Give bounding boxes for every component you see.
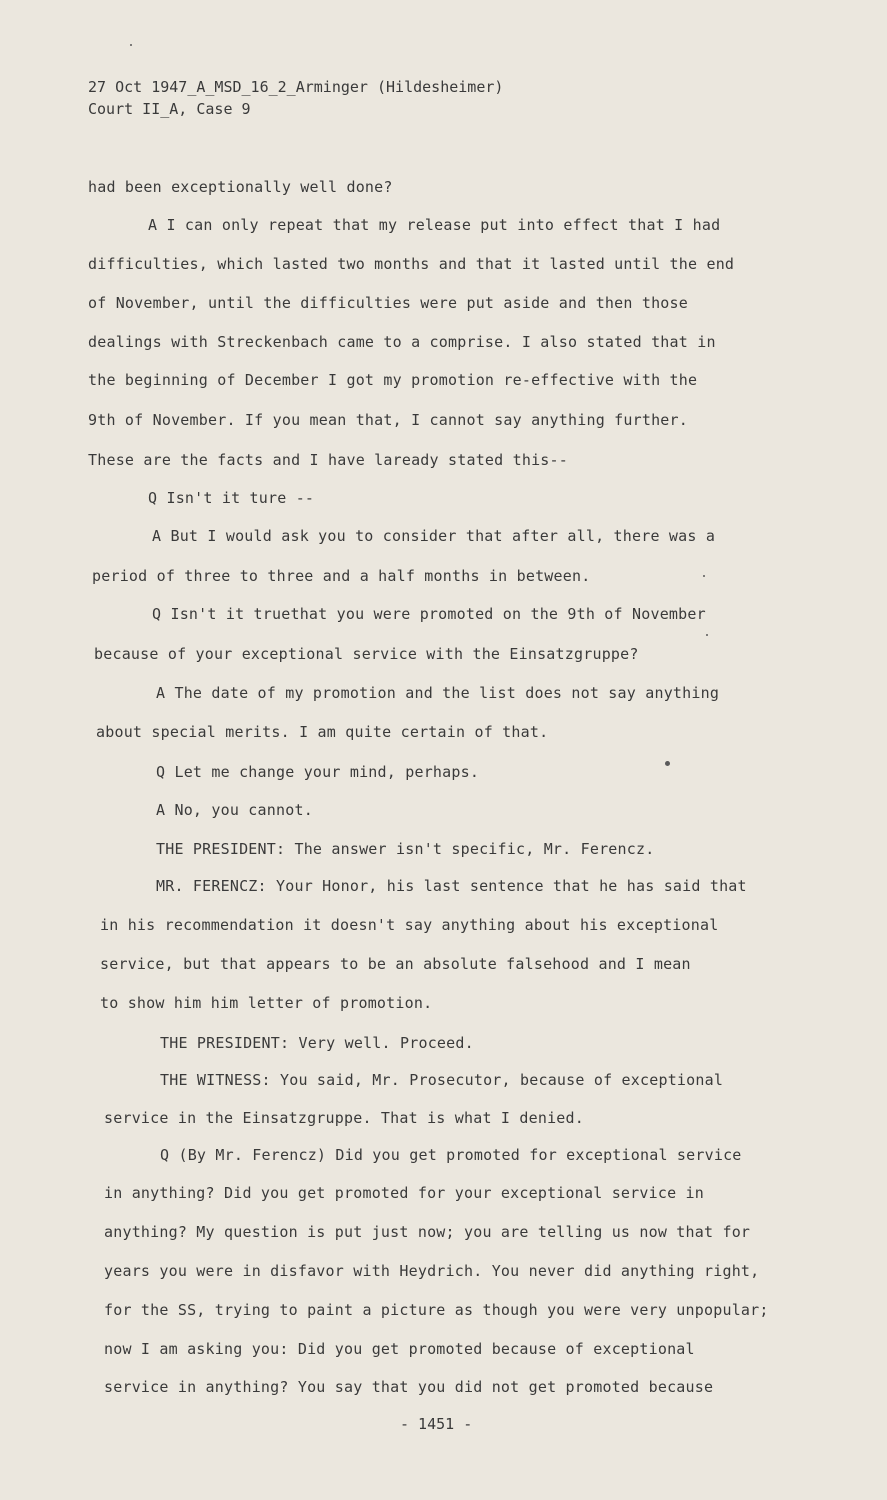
header-case-line: 27 Oct 1947_A_MSD_16_2_Arminger (Hildesheimer) (88, 78, 504, 96)
body-line: Q Let me change your mind, perhaps. (156, 763, 480, 781)
body-line: THE WITNESS: You said, Mr. Prosecutor, because of exceptional (160, 1071, 724, 1089)
body-line: anything? My question is put just now; you are telling us now that for (104, 1223, 751, 1241)
body-line: 9th of November. If you mean that, I cannot say anything further. (88, 411, 688, 429)
paper-speck (665, 761, 670, 766)
body-line: MR. FERENCZ: Your Honor, his last sentence that he has said that (156, 877, 747, 895)
paper-speck (130, 44, 132, 46)
body-line: of November, until the difficulties were put aside and then those (88, 294, 688, 312)
header-court-line: Court II_A, Case 9 (88, 100, 251, 118)
page-header (88, 76, 503, 120)
body-line: service, but that appears to be an absolute falsehood and I mean (100, 955, 691, 973)
body-line: service in anything? You say that you did not get promoted because (104, 1378, 714, 1396)
body-line: dealings with Streckenbach came to a comprise. I also stated that in (88, 333, 716, 351)
paper-speck (706, 634, 708, 636)
body-line: period of three to three and a half months in between. (92, 567, 591, 585)
body-line: now I am asking you: Did you get promoted because of exceptional (104, 1340, 695, 1358)
body-line: A I can only repeat that my release put into effect that I had (148, 216, 721, 234)
body-line: for the SS, trying to paint a picture as though you were very unpopular; (104, 1301, 769, 1319)
paper-speck (703, 575, 705, 577)
body-line: THE PRESIDENT: The answer isn't specific, Mr. Ferencz. (156, 840, 655, 858)
body-line: A The date of my promotion and the list does not say anything (156, 684, 720, 702)
body-line: Q (By Mr. Ferencz) Did you get promoted for exceptional service (160, 1146, 742, 1164)
body-line: These are the facts and I have laready stated this-- (88, 451, 568, 469)
body-line: THE PRESIDENT: Very well. Proceed. (160, 1034, 474, 1052)
body-line: had been exceptionally well done? (88, 178, 393, 196)
body-line: because of your exceptional service with the Einsatzgruppe? (94, 645, 639, 663)
body-line: difficulties, which lasted two months and that it lasted until the end (88, 255, 735, 273)
body-line: in his recommendation it doesn't say anything about his exceptional (100, 916, 719, 934)
page-number: - 1451 - (400, 1415, 473, 1433)
body-line: service in the Einsatzgruppe. That is what I denied. (104, 1109, 584, 1127)
body-line: to show him him letter of promotion. (100, 994, 433, 1012)
body-line: A No, you cannot. (156, 801, 313, 819)
body-line: about special merits. I am quite certain of that. (96, 723, 549, 741)
body-line: the beginning of December I got my promotion re-effective with the (88, 371, 698, 389)
body-line: A But I would ask you to consider that after all, there was a (152, 527, 716, 545)
body-line: in anything? Did you get promoted for your exceptional service in (104, 1184, 704, 1202)
body-line: years you were in disfavor with Heydrich. You never did anything right, (104, 1262, 760, 1280)
body-line: Q Isn't it ture -- (148, 489, 315, 507)
body-line: Q Isn't it truethat you were promoted on the 9th of November (152, 605, 706, 623)
